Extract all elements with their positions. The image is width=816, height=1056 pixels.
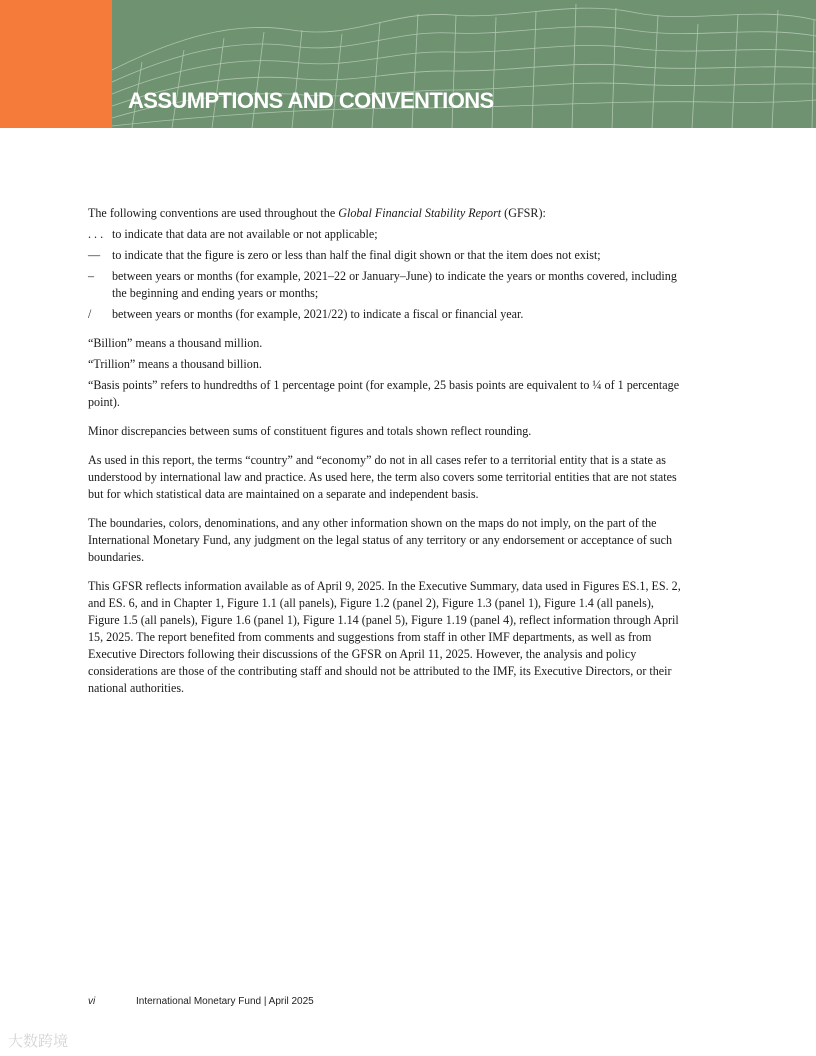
watermark — [8, 1030, 68, 1051]
basis-points-definition: “Basis points” refers to hundredths of 1 percentage point (for example, 25 basis points are equivalent to ¼ of 1 percentage point). — [88, 378, 680, 409]
accent-block — [0, 0, 112, 128]
convention-text: to indicate that the figure is zero or less than half the final digit shown or that the item does not exist; — [112, 248, 601, 262]
convention-symbol: – — [88, 269, 95, 283]
convention-text: between years or months (for example, 2021/22) to indicate a fiscal or financial year. — [112, 307, 524, 321]
convention-text: between years or months (for example, 2021–22 or January–June) to indicate the years or months covered, including the beginning and ending years or months; — [112, 269, 677, 300]
publisher-line: International Monetary Fund | April 2025 — [136, 996, 314, 1007]
conventions-intro: The following conventions are used throughout the Global Financial Stability Report (GFSR): — [88, 206, 546, 220]
page-title: ASSUMPTIONS AND CONVENTIONS — [128, 88, 494, 113]
boundaries-paragraph: The boundaries, colors, denominations, and any other information shown on the maps do not imply, on the part of the International Monetary Fund, any judgment on the legal status of any territory or any endorsement or acceptance of such boundaries. — [88, 516, 673, 564]
convention-symbol: . . . — [88, 227, 104, 241]
report-title: Global Financial Stability Report — [338, 206, 502, 220]
country-paragraph: As used in this report, the terms “country” and “economy” do not in all cases refer to a territorial entity that is a state as understood by international law and practice. As used here, the term also covers some territorial entities that are not states but for which statistical data are maintained on a separate and independent basis. — [88, 453, 677, 501]
convention-item — [88, 247, 684, 264]
page-footer — [88, 996, 314, 1007]
convention-symbol: / — [88, 307, 92, 321]
information-paragraph: This GFSR reflects information available as of April 9, 2025. In the Executive Summary, data used in Figures ES.1, ES. 2, and ES. 6, and in Chapter 1, Figure 1.1 (all panels), Figure 1.2 (panel 2), Figure 1.3 (panel 1), Figure 1.4 (all panels), Figure 1.5 (all panels), Figure 1.6 (panel 1), Figure 1.14 (panel 5), Figure 1.19 (panel 4), reflect information through April 15, 2025. The report benefited from comments and suggestions from staff in other IMF departments, as well as from Executive Directors following their discussions of the GFSR on April 11, 2025. However, the analysis and policy considerations are those of the contributing staff and should not be attributed to the IMF, its Executive Directors, or their national authorities. — [88, 579, 681, 695]
convention-item — [88, 306, 684, 323]
main-content — [88, 205, 684, 697]
page-number: vi — [88, 996, 96, 1007]
watermark-text: 大数跨境 — [8, 1032, 69, 1050]
rounding-paragraph: Minor discrepancies between sums of constituent figures and totals shown reflect rounding. — [88, 424, 532, 438]
convention-item — [88, 268, 684, 302]
convention-item — [88, 226, 684, 243]
convention-text: to indicate that data are not available or not applicable; — [112, 227, 378, 241]
trillion-definition: “Trillion” means a thousand billion. — [88, 357, 262, 371]
billion-definition: “Billion” means a thousand million. — [88, 336, 263, 350]
convention-symbol: — — [88, 248, 101, 262]
header-banner — [0, 0, 816, 128]
